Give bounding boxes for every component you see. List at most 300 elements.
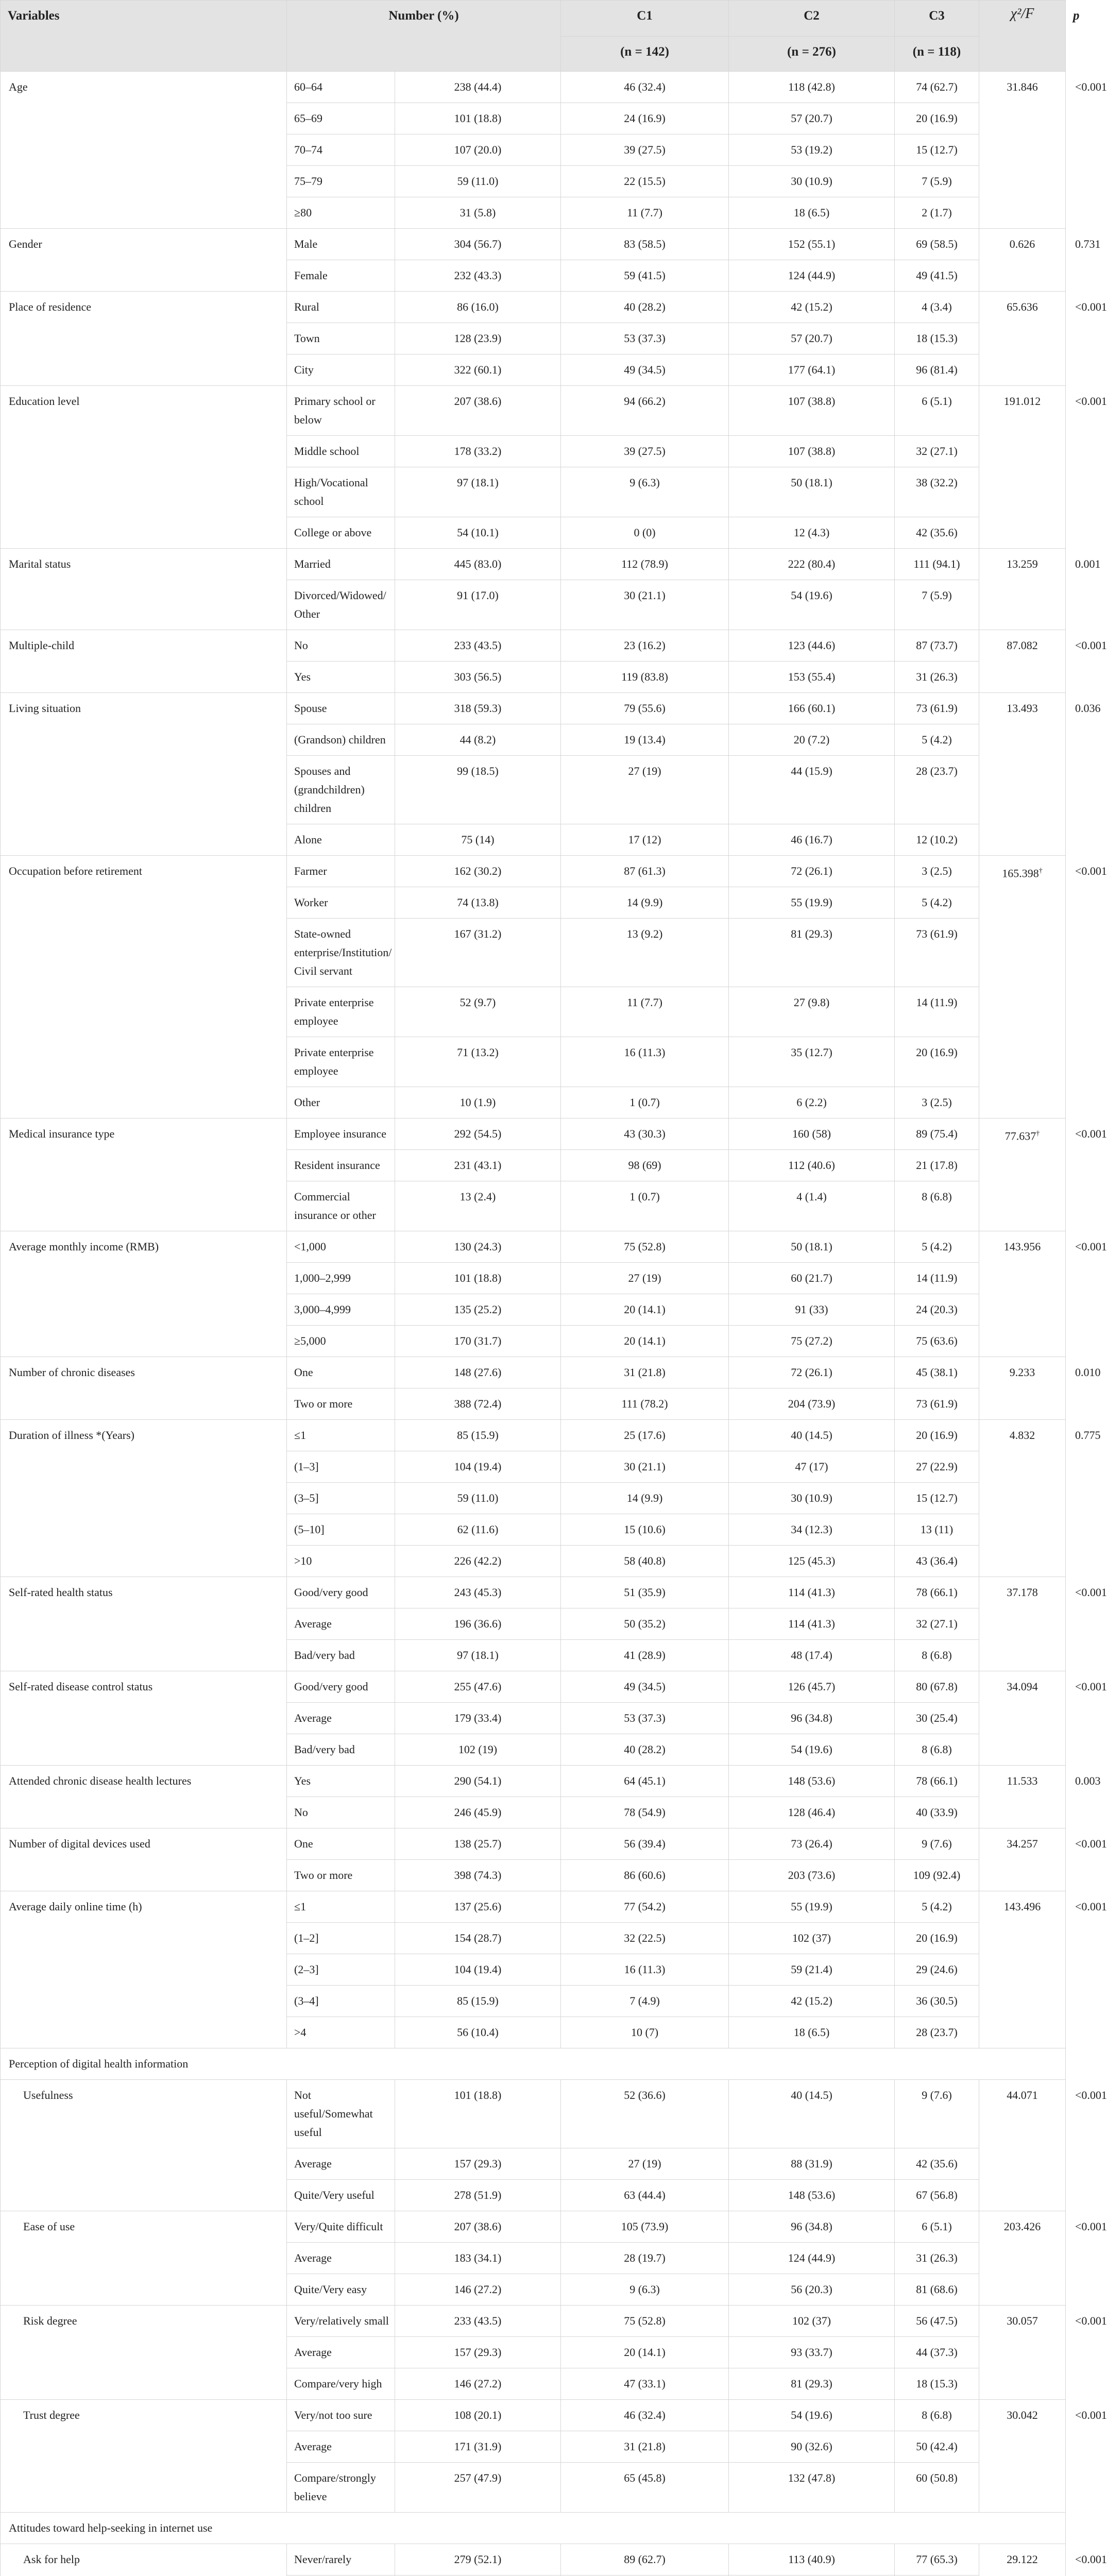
- number-percent-cell: [395, 693, 561, 724]
- category-label-cell: [287, 1797, 395, 1828]
- c1-value-cell: [561, 2400, 729, 2431]
- category-label: Commercial insurance or other: [294, 1190, 376, 1222]
- category-label: Married: [294, 557, 331, 570]
- number-percent-cell: [395, 1420, 561, 1451]
- table-row: [1, 630, 1066, 662]
- c2-value: 42 (15.2): [791, 1994, 832, 2007]
- category-label-cell: [287, 467, 395, 517]
- number-percent-cell: [395, 2368, 561, 2400]
- number-percent: 279 (52.1): [454, 2553, 502, 2566]
- category-label: Never/rarely: [294, 2553, 352, 2566]
- c3-value: 18 (15.3): [916, 332, 958, 345]
- number-percent: 167 (31.2): [454, 927, 502, 940]
- c2-value-cell: [729, 2180, 895, 2211]
- c3-value: 60 (50.8): [916, 2471, 958, 2484]
- test-statistic-cell: [979, 2544, 1066, 2576]
- c1-value: 83 (58.5): [624, 238, 666, 250]
- c1-value-cell: [561, 2180, 729, 2211]
- category-label-cell: [287, 1263, 395, 1294]
- c2-value-cell: [729, 1891, 895, 1923]
- c2-value: 81 (29.3): [791, 2377, 832, 2390]
- category-label: <1,000: [294, 1240, 326, 1253]
- c2-value: 4 (1.4): [796, 1190, 827, 1203]
- category-label: Average: [294, 2157, 332, 2170]
- c1-value: 41 (28.9): [624, 1649, 666, 1662]
- variable-label: Medical insurance type: [9, 1127, 115, 1140]
- c1-value-cell: [561, 1923, 729, 1954]
- test-statistic-cell: [979, 72, 1066, 229]
- c1-value-cell: [561, 724, 729, 756]
- c2-value-cell: [729, 2274, 895, 2306]
- p-value: <0.001: [1075, 1240, 1107, 1253]
- test-statistic-cell: [979, 386, 1066, 549]
- c2-value-cell: [729, 134, 895, 166]
- c3-value: 80 (67.8): [916, 1680, 958, 1693]
- c2-value-cell: [729, 630, 895, 662]
- number-percent-cell: [395, 134, 561, 166]
- c1-value: 25 (17.6): [624, 1429, 666, 1442]
- c3-value: 18 (15.3): [916, 2377, 958, 2390]
- c3-value: 109 (92.4): [913, 1869, 961, 1882]
- number-percent-cell: [395, 1608, 561, 1640]
- c2-value-cell: [729, 2080, 895, 2148]
- c3-value: 14 (11.9): [916, 996, 958, 1009]
- table-row: [1, 1828, 1066, 1860]
- c3-value: 14 (11.9): [916, 1272, 958, 1284]
- c3-value-cell: [895, 724, 979, 756]
- c1-value-cell: [561, 2544, 729, 2575]
- c3-value-cell: [895, 467, 979, 517]
- c2-value: 12 (4.3): [793, 526, 830, 539]
- category-label-cell: [287, 756, 395, 824]
- header-chi-square: χ²/F: [979, 1, 1066, 72]
- c1-value: 13 (9.2): [626, 927, 663, 940]
- category-label: 75–79: [294, 175, 322, 188]
- category-label: 60–64: [294, 80, 322, 93]
- test-statistic-cell: [979, 630, 1066, 693]
- c2-value: 40 (14.5): [791, 1429, 832, 1442]
- header-c3: C3: [895, 1, 979, 37]
- number-percent: 178 (33.2): [454, 445, 502, 457]
- category-label-cell: [287, 1357, 395, 1388]
- c2-value-cell: [729, 2431, 895, 2463]
- c2-value-cell: [729, 2368, 895, 2400]
- c3-value: 69 (58.5): [916, 238, 958, 250]
- category-label-cell: [287, 1986, 395, 2017]
- c1-value-cell: [561, 197, 729, 229]
- p-value: 0.001: [1075, 557, 1101, 570]
- category-label-cell: [287, 2243, 395, 2274]
- c2-value-cell: [729, 1514, 895, 1546]
- category-label-cell: [287, 2400, 395, 2431]
- c3-value: 20 (16.9): [916, 1046, 958, 1059]
- c3-value: 32 (27.1): [916, 445, 958, 457]
- c1-value-cell: [561, 630, 729, 662]
- table-row: [1, 2211, 1066, 2243]
- number-percent: 171 (31.9): [454, 2440, 502, 2453]
- category-label: Primary school or below: [294, 395, 376, 426]
- c3-value-cell: [895, 987, 979, 1037]
- c2-value-cell: [729, 1420, 895, 1451]
- number-percent: 157 (29.3): [454, 2157, 502, 2170]
- category-label-cell: [287, 1087, 395, 1118]
- variable-label: Marital status: [9, 557, 71, 570]
- c2-value: 102 (37): [792, 2314, 831, 2327]
- c3-value-cell: [895, 693, 979, 724]
- number-percent-cell: [395, 292, 561, 323]
- c3-value-cell: [895, 1326, 979, 1357]
- c2-value-cell: [729, 1923, 895, 1954]
- c2-value: 148 (53.6): [788, 2189, 836, 2201]
- c2-value: 113 (40.9): [788, 2553, 835, 2566]
- number-percent: 97 (18.1): [457, 476, 499, 489]
- category-label-cell: [287, 1923, 395, 1954]
- c3-value: 5 (4.2): [922, 896, 952, 909]
- number-percent: 75 (14): [461, 833, 495, 846]
- number-percent: 162 (30.2): [454, 865, 502, 877]
- header-c2-n: (n = 276): [729, 37, 895, 72]
- c1-value: 1 (0.7): [629, 1190, 660, 1203]
- c3-value: 40 (33.9): [916, 1806, 958, 1819]
- variable-label-cell: [1, 1577, 287, 1671]
- c3-value-cell: [895, 2148, 979, 2180]
- test-statistic: 165.398†: [1002, 867, 1043, 880]
- c2-value: 128 (46.4): [788, 1806, 836, 1819]
- table-row: [1, 1577, 1066, 1608]
- number-percent-cell: [395, 824, 561, 856]
- c2-value: 148 (53.6): [788, 1774, 836, 1787]
- category-label-cell: [287, 517, 395, 549]
- c2-value-cell: [729, 1150, 895, 1181]
- category-label: No: [294, 639, 308, 652]
- c1-value-cell: [561, 1986, 729, 2017]
- c3-value-cell: [895, 2243, 979, 2274]
- c2-value: 57 (20.7): [791, 112, 832, 125]
- number-percent-cell: [395, 229, 561, 260]
- c2-value: 48 (17.4): [791, 1649, 832, 1662]
- c2-value: 107 (38.8): [788, 395, 836, 408]
- c2-value-cell: [729, 1671, 895, 1703]
- number-percent: 56 (10.4): [457, 2026, 499, 2039]
- c1-value: 11 (7.7): [627, 996, 662, 1009]
- category-label-cell: [287, 662, 395, 693]
- number-percent: 146 (27.2): [454, 2377, 502, 2390]
- c1-value-cell: [561, 1357, 729, 1388]
- category-label: Resident insurance: [294, 1159, 380, 1172]
- number-percent-cell: [395, 630, 561, 662]
- number-percent: 278 (51.9): [454, 2189, 502, 2201]
- header-variables: Variables: [1, 1, 287, 72]
- c1-value: 17 (12): [628, 833, 661, 846]
- c2-value-cell: [729, 1294, 895, 1326]
- c2-value: 124 (44.9): [788, 2251, 836, 2264]
- number-percent: 97 (18.1): [457, 1649, 499, 1662]
- test-statistic-cell: [979, 2400, 1066, 2513]
- c2-value: 88 (31.9): [791, 2157, 832, 2170]
- c1-value: 86 (60.6): [624, 1869, 666, 1882]
- c2-value-cell: [729, 2337, 895, 2368]
- c3-value: 89 (75.4): [916, 1127, 958, 1140]
- c3-value-cell: [895, 662, 979, 693]
- c2-value: 91 (33): [795, 1303, 828, 1316]
- variable-label-cell: [1, 292, 287, 386]
- header-number: Number (%): [287, 1, 561, 72]
- category-label-cell: [287, 2080, 395, 2148]
- table-body: [1, 72, 1107, 2576]
- variable-label: Gender: [9, 238, 42, 250]
- test-statistic-cell: [979, 1357, 1066, 1420]
- number-percent-cell: [395, 724, 561, 756]
- c1-value-cell: [561, 323, 729, 354]
- c1-value: 59 (41.5): [624, 269, 666, 282]
- variable-label-cell: [1, 693, 287, 856]
- number-percent: 91 (17.0): [457, 589, 499, 602]
- c1-value-cell: [561, 1640, 729, 1671]
- c1-value: 64 (45.1): [624, 1774, 666, 1787]
- c2-value: 124 (44.9): [788, 269, 836, 282]
- p-value: <0.001: [1075, 2089, 1107, 2102]
- category-label: (1–2]: [294, 1931, 319, 1944]
- variable-label-cell: [1, 856, 287, 1118]
- number-percent-cell: [395, 260, 561, 292]
- c1-value: 58 (40.8): [624, 1554, 666, 1567]
- c2-value-cell: [729, 436, 895, 467]
- c2-value: 96 (34.8): [791, 1711, 832, 1724]
- test-statistic: 0.626: [1009, 238, 1035, 250]
- c2-value-cell: [729, 1451, 895, 1483]
- number-percent-cell: [395, 1388, 561, 1420]
- c1-value-cell: [561, 292, 729, 323]
- section-row: [1, 2048, 1066, 2080]
- c1-value-cell: [561, 1577, 729, 1608]
- c2-value-cell: [729, 724, 895, 756]
- category-label-cell: [287, 1954, 395, 1986]
- number-percent-cell: [395, 1451, 561, 1483]
- number-percent: 31 (5.8): [459, 206, 496, 219]
- number-percent: 231 (43.1): [454, 1159, 502, 1172]
- number-percent-cell: [395, 1986, 561, 2017]
- c1-value-cell: [561, 1037, 729, 1087]
- number-percent-cell: [395, 1828, 561, 1860]
- c1-value-cell: [561, 103, 729, 134]
- number-percent: 207 (38.6): [454, 2220, 502, 2233]
- category-label-cell: [287, 134, 395, 166]
- section-title: Perception of digital health information: [9, 2057, 189, 2070]
- c3-value-cell: [895, 630, 979, 662]
- number-percent: 238 (44.4): [454, 80, 502, 93]
- c1-value-cell: [561, 580, 729, 630]
- c2-value-cell: [729, 1388, 895, 1420]
- c1-value: 119 (83.8): [621, 670, 668, 683]
- c2-value-cell: [729, 354, 895, 386]
- c3-value-cell: [895, 2211, 979, 2243]
- c3-value: 20 (16.9): [916, 1931, 958, 1944]
- c1-value: 16 (11.3): [624, 1046, 666, 1059]
- c1-value: 20 (14.1): [624, 2346, 666, 2359]
- c3-value-cell: [895, 166, 979, 197]
- number-percent-cell: [395, 1640, 561, 1671]
- test-statistic-cell: [979, 2080, 1066, 2211]
- c2-value: 59 (21.4): [791, 1963, 832, 1976]
- c3-value-cell: [895, 229, 979, 260]
- category-label: Rural: [294, 300, 319, 313]
- number-percent: 74 (13.8): [457, 896, 499, 909]
- category-label-cell: [287, 1181, 395, 1231]
- c2-value: 107 (38.8): [788, 445, 836, 457]
- c1-value: 78 (54.9): [624, 1806, 666, 1819]
- category-label-cell: [287, 1608, 395, 1640]
- number-percent: 304 (56.7): [454, 238, 502, 250]
- section-row: [1, 2513, 1066, 2544]
- number-percent: 183 (34.1): [454, 2251, 502, 2264]
- c1-value: 10 (7): [631, 2026, 659, 2039]
- c1-value: 75 (52.8): [624, 2314, 666, 2327]
- c2-value-cell: [729, 2463, 895, 2513]
- number-percent-cell: [395, 1150, 561, 1181]
- c1-value: 16 (11.3): [624, 1963, 666, 1976]
- test-statistic-cell: [979, 1828, 1066, 1891]
- c1-value-cell: [561, 887, 729, 919]
- c2-value-cell: [729, 1734, 895, 1766]
- c1-value-cell: [561, 72, 729, 103]
- number-percent-cell: [395, 1577, 561, 1608]
- number-percent: 135 (25.2): [454, 1303, 502, 1316]
- c2-value-cell: [729, 260, 895, 292]
- c2-value-cell: [729, 2243, 895, 2274]
- c1-value: 87 (61.3): [624, 865, 666, 877]
- c3-value-cell: [895, 856, 979, 887]
- category-label: One: [294, 1366, 313, 1379]
- c1-value: 56 (39.4): [624, 1837, 666, 1850]
- variable-label: Attended chronic disease health lectures: [9, 1774, 192, 1787]
- c3-value: 7 (5.9): [922, 589, 952, 602]
- category-label: Worker: [294, 896, 328, 909]
- c3-value-cell: [895, 1118, 979, 1150]
- c2-value-cell: [729, 229, 895, 260]
- c3-value-cell: [895, 2274, 979, 2306]
- c3-value-cell: [895, 824, 979, 856]
- p-value: <0.001: [1075, 1127, 1107, 1140]
- c1-value-cell: [561, 2368, 729, 2400]
- c1-value-cell: [561, 2306, 729, 2337]
- c1-value: 53 (37.3): [624, 1711, 666, 1724]
- category-label: ≥80: [294, 206, 312, 219]
- number-percent-cell: [395, 1923, 561, 1954]
- category-label-cell: [287, 887, 395, 919]
- c2-value: 125 (45.3): [788, 1554, 836, 1567]
- c1-value: 50 (35.2): [624, 1617, 666, 1630]
- variable-label: Living situation: [9, 702, 81, 715]
- number-percent-cell: [395, 1263, 561, 1294]
- c3-value-cell: [895, 323, 979, 354]
- p-value: <0.001: [1075, 1837, 1107, 1850]
- c2-value: 102 (37): [792, 1931, 831, 1944]
- c3-value-cell: [895, 1357, 979, 1388]
- category-label-cell: [287, 323, 395, 354]
- c1-value: 30 (21.1): [624, 589, 666, 602]
- c2-value: 118 (42.8): [788, 80, 835, 93]
- category-label-cell: [287, 1703, 395, 1734]
- category-label-cell: [287, 1037, 395, 1087]
- variable-label: Usefulness: [23, 2089, 73, 2102]
- category-label-cell: [287, 436, 395, 467]
- c3-value: 7 (5.9): [922, 175, 952, 188]
- number-percent: 246 (45.9): [454, 1806, 502, 1819]
- c3-value: 5 (4.2): [922, 733, 952, 746]
- c2-value-cell: [729, 1640, 895, 1671]
- c3-value: 31 (26.3): [916, 2251, 958, 2264]
- c3-value: 73 (61.9): [916, 702, 958, 715]
- number-percent: 196 (36.6): [454, 1617, 502, 1630]
- c1-value-cell: [561, 166, 729, 197]
- number-percent-cell: [395, 2400, 561, 2431]
- category-label-cell: [287, 229, 395, 260]
- c3-value: 42 (35.6): [916, 2157, 958, 2170]
- number-percent-cell: [395, 197, 561, 229]
- c3-value-cell: [895, 549, 979, 580]
- c1-value-cell: [561, 2243, 729, 2274]
- category-label: State-owned enterprise/Institution/ Civil servant: [294, 927, 392, 977]
- c3-value-cell: [895, 1923, 979, 1954]
- number-percent-cell: [395, 323, 561, 354]
- c2-value-cell: [729, 386, 895, 436]
- c2-value: 40 (14.5): [791, 2089, 832, 2102]
- c1-value: 23 (16.2): [624, 639, 666, 652]
- c2-value-cell: [729, 1954, 895, 1986]
- p-value: <0.001: [1075, 2220, 1107, 2233]
- number-percent: 85 (15.9): [457, 1429, 499, 1442]
- c1-value: 63 (44.4): [624, 2189, 666, 2201]
- c2-value: 18 (6.5): [793, 206, 830, 219]
- variable-label-cell: [1, 2400, 287, 2513]
- c1-value: 40 (28.2): [624, 1743, 666, 1756]
- category-label-cell: [287, 166, 395, 197]
- table-row: [1, 72, 1066, 103]
- c2-value-cell: [729, 1608, 895, 1640]
- category-label-cell: [287, 197, 395, 229]
- c2-value: 123 (44.6): [788, 639, 836, 652]
- c2-value-cell: [729, 1483, 895, 1514]
- c1-value: 22 (15.5): [624, 175, 666, 188]
- c3-value-cell: [895, 1766, 979, 1797]
- c1-value-cell: [561, 2337, 729, 2368]
- c2-value: 34 (12.3): [791, 1523, 832, 1536]
- c2-value-cell: [729, 987, 895, 1037]
- c3-value-cell: [895, 1797, 979, 1828]
- table-row: [1, 292, 1066, 323]
- category-label: Very/relatively small: [294, 2314, 389, 2327]
- c2-value: 93 (33.7): [791, 2346, 832, 2359]
- c1-value-cell: [561, 260, 729, 292]
- c3-value-cell: [895, 2368, 979, 2400]
- category-label-cell: [287, 919, 395, 987]
- c1-value-cell: [561, 1181, 729, 1231]
- test-statistic: 29.122: [1007, 2553, 1038, 2566]
- c3-value: 96 (81.4): [916, 363, 958, 376]
- c2-value: 27 (9.8): [793, 996, 830, 1009]
- c3-value-cell: [895, 134, 979, 166]
- p-value: 0.731: [1075, 238, 1101, 250]
- c3-value: 9 (7.6): [922, 1837, 952, 1850]
- c1-value: 27 (19): [628, 2157, 661, 2170]
- table-row: [1, 1671, 1066, 1703]
- variable-label-cell: [1, 1231, 287, 1357]
- c1-value: 89 (62.7): [624, 2553, 666, 2566]
- c1-value: 27 (19): [628, 765, 661, 777]
- number-percent: 290 (54.1): [454, 1774, 502, 1787]
- c3-value-cell: [895, 1640, 979, 1671]
- variable-label: Risk degree: [23, 2314, 77, 2327]
